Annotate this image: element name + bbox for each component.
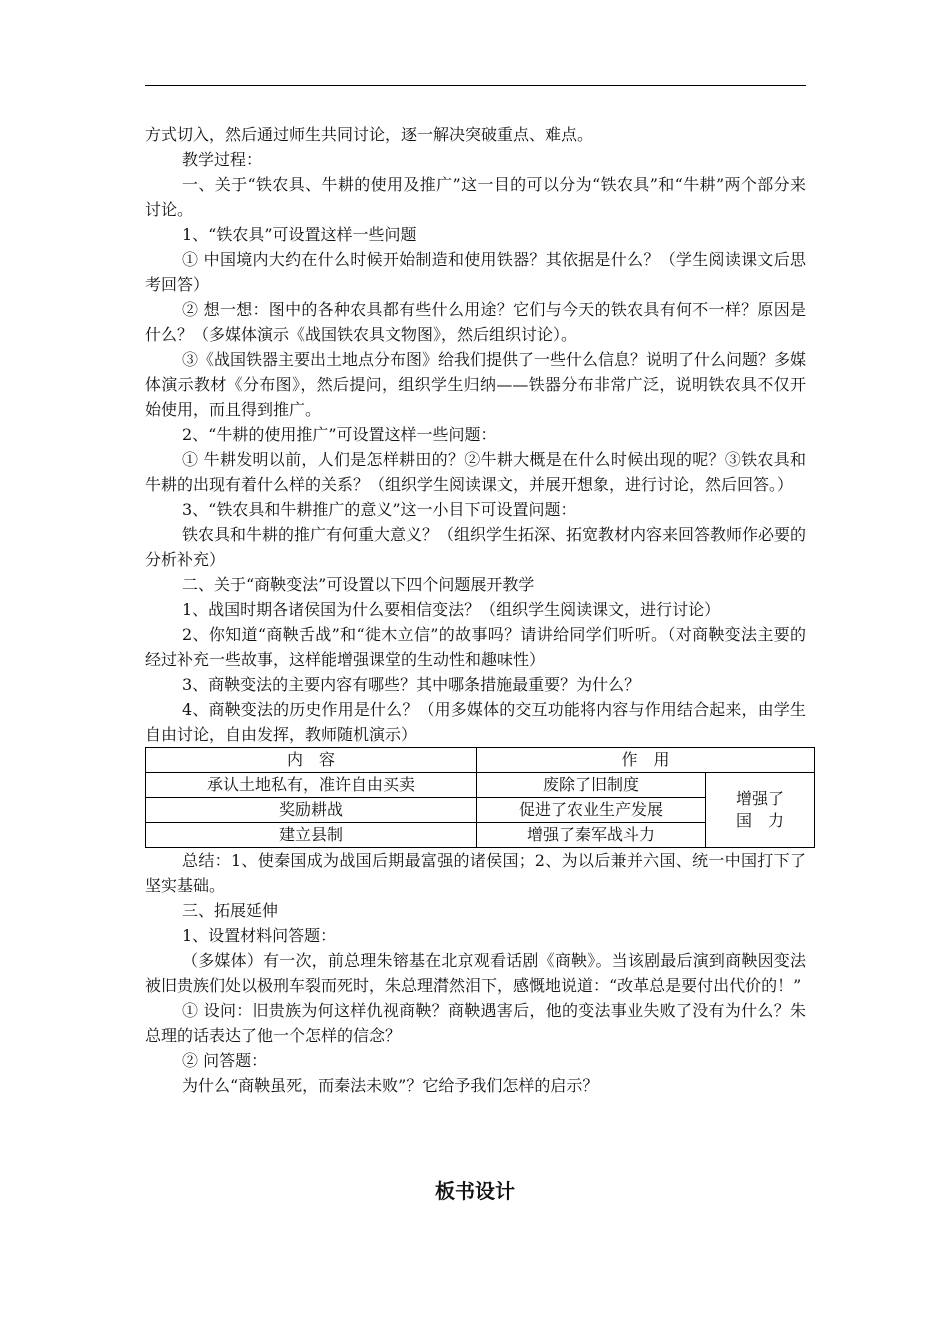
paragraph: 铁农具和牛耕的推广有何重大意义？（组织学生拓深、拓宽教材内容来回答教师作必要的分析补充）: [145, 525, 807, 569]
effect-cell: 促进了农业生产发展: [477, 798, 706, 823]
merged-line-1: 增强了: [735, 789, 784, 808]
content-cell: 奖励耕战: [146, 798, 477, 823]
paragraph: ① 设问：旧贵族为何这样仇视商鞅？商鞅遇害后，他的变法事业失败了没有为什么？朱总理的话表达了他一个怎样的信念？: [145, 1001, 806, 1045]
paragraph: 1、战国时期各诸侯国为什么要相信变法？（组织学生阅读课文，进行讨论）: [182, 600, 721, 619]
effect-cell: 废除了旧制度: [477, 773, 706, 798]
paragraph: 一、关于“铁农具、牛耕的使用及推广”这一目的可以分为“铁农具”和“牛耕”两个部分来讨论。: [145, 175, 806, 219]
paragraphs-after-table: [145, 848, 806, 1098]
document-body: [145, 122, 806, 1098]
content-cell: 建立县制: [146, 823, 477, 848]
merged-line-2: 国 力: [735, 811, 784, 830]
header-rule: [145, 85, 806, 86]
paragraph: 总结：1、使秦国成为战国后期最富强的诸侯国；2、为以后兼并六国、统一中国打下了坚实基础。: [145, 851, 806, 895]
reform-table: [145, 747, 815, 848]
paragraph: 方式切入，然后通过师生共同讨论，逐一解决突破重点、难点。: [145, 125, 594, 144]
paragraph: 三、拓展延伸: [182, 901, 279, 920]
paragraph: ② 问答题：: [182, 1051, 268, 1070]
paragraph: 4、商鞅变法的历史作用是什么？（用多媒体的交互功能将内容与作用结合起来，由学生自由讨论，自由发挥，教师随机演示）: [145, 700, 806, 744]
paragraph: 1、设置材料问答题：: [182, 926, 337, 945]
header-content-cell: 内 容: [146, 748, 477, 773]
section-title: 板书设计: [435, 1179, 515, 1203]
paragraph: 3、“铁农具和牛耕推广的意义”这一小目下可设置问题：: [182, 500, 577, 519]
paragraph: 二、关于“商鞅变法”可设置以下四个问题展开教学: [182, 575, 535, 594]
paragraph: 2、你知道“商鞅舌战”和“徙木立信”的故事吗？请讲给同学们听听。（对商鞅变法主要的经过补充一些故事，这样能增强课堂的生动性和趣味性）: [145, 625, 806, 669]
table-header-row: [146, 748, 815, 773]
paragraph: ① 牛耕发明以前，人们是怎样耕田的？②牛耕大概是在什么时候出现的呢？③铁农具和牛耕的出现有着什么样的关系？（组织学生阅读课文，并展开想象，进行讨论，然后回答。）: [145, 450, 806, 494]
paragraph: ② 想一想：图中的各种农具都有些什么用途？它们与今天的铁农具有何不一样？原因是什么？（多媒体演示《战国铁农具文物图》，然后组织讨论）。: [145, 300, 806, 344]
paragraph: 3、商鞅变法的主要内容有哪些？其中哪条措施最重要？为什么？: [182, 675, 641, 694]
merged-effect-cell: [706, 773, 815, 848]
content-cell: 承认土地私有，准许自由买卖: [146, 773, 477, 798]
paragraphs-before-table: [145, 122, 806, 747]
paragraph: 为什么“商鞅虽死，而秦法未败”？它给予我们怎样的启示？: [182, 1076, 599, 1095]
paragraph: （多媒体）有一次，前总理朱镕基在北京观看话剧《商鞅》。当该剧最后演到商鞅因变法被旧贵族们处以极刑车裂而死时，朱总理潸然泪下，感慨地说道：“改革总是要付出代价的！”: [145, 951, 806, 995]
paragraph: 2、“牛耕的使用推广”可设置这样一些问题：: [182, 425, 497, 444]
paragraph: 1、“铁农具”可设置这样一些问题: [182, 225, 417, 244]
header-effect-cell: 作 用: [477, 748, 815, 773]
table-row: [146, 773, 815, 798]
paragraph: ③《战国铁器主要出土地点分布图》给我们提供了一些什么信息？说明了什么问题？多媒体演示教材《分布图》，然后提问，组织学生归纳——铁器分布非常广泛，说明铁农具不仅开始使用，而且得到推广。: [145, 350, 807, 419]
paragraph: 教学过程：: [182, 150, 263, 169]
paragraph: ① 中国境内大约在什么时候开始制造和使用铁器？其依据是什么？（学生阅读课文后思考回答）: [145, 250, 806, 294]
effect-cell: 增强了秦军战斗力: [477, 823, 706, 848]
